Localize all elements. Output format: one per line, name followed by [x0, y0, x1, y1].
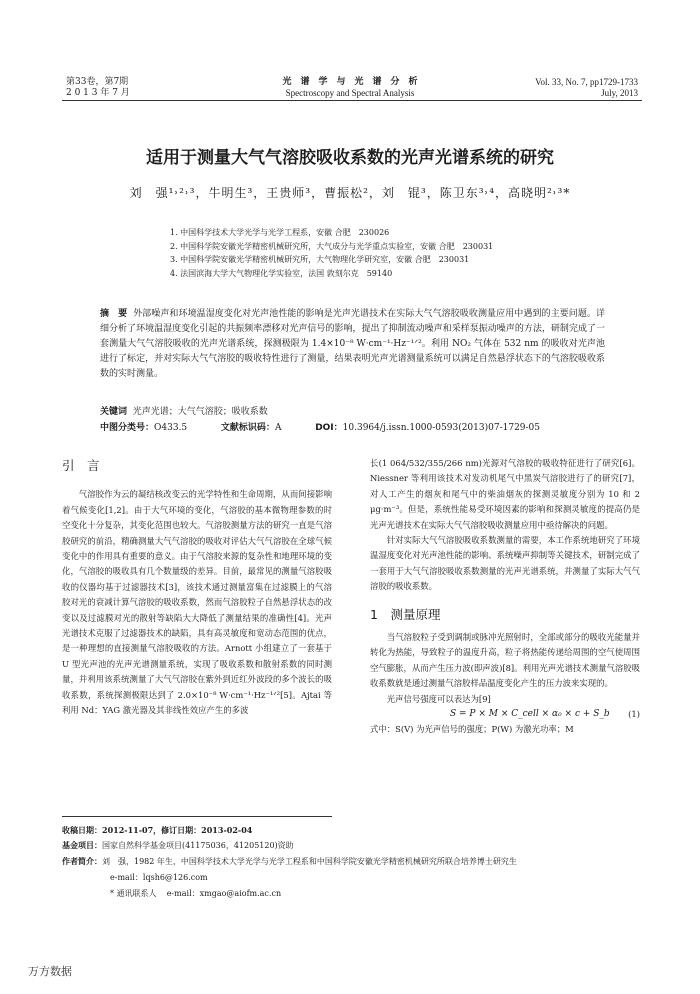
footnote-rule [62, 816, 332, 817]
volume-issue-en: Vol. 33, No. 7, pp1729-1733 [535, 77, 638, 87]
author-bio-line [62, 854, 642, 870]
header-rule [62, 100, 642, 101]
keywords-label: 关键词 [100, 407, 128, 417]
affiliation-item: 1. 中国科学技术大学光学与光学工程系，安徽 合肥 230026 [170, 228, 390, 237]
abstract [100, 307, 605, 382]
section-1-paragraph-1: 当气溶胶粒子受到调制或脉冲光照射时，全部或部分的吸收光能量并转化为热能，导致粒子的温度升高，粒子将热能传递给周围的空气使周围空气膨胀，从而产生压力波(即声波)[8]。利用光声光谱技术测量气溶胶吸收系数就是通过测量气溶胶样品温度变化产生的压力波来实现的。 [370, 632, 640, 689]
journal-name-en: Spectroscopy and Spectral Analysis [285, 88, 415, 98]
section-1-paragraph-2: 光声信号强度可以表达为[9] [386, 693, 491, 704]
author-list: 刘 强¹˒²˒³，牛明生³，王贵师³，曹振松²，刘 锟³，陈卫东³˒⁴，高晓明²˒³* [129, 186, 571, 200]
abstract-text: 外部噪声和环境温湿度变化对光声池性能的影响是光声光谱技术在实际大气气溶胶吸收测量应用中遇到的主要问题。详细分析了环境温湿度变化引起的共振频率漂移对光声信号的影响，提出了抑制流动噪声和采样泵振动噪声的方法，研制完成了一套测量大气气溶胶吸收的光声光谱系统，探测极限为 1.4×10⁻⁸ W·cm⁻¹·Hz⁻¹ᐟ²。利用 NO₂ 气体在 532 nm 的吸收对光声池进行了标定，并对实际大气气溶胶的吸收特性进行了测量，结果表明光声光谱测量系统可以满足自然悬浮状态下的气溶胶吸收系数的实时测量。 [100, 309, 605, 379]
corresponding-label: * 通讯联系人 [110, 889, 157, 898]
author-email: e-mail：lqsh6@126.com [110, 873, 208, 882]
affiliation-item: 4. 法国滨海大学大气物理化学实验室，法国 敦刻尔克 59140 [170, 268, 393, 278]
corresponding-author-line [62, 886, 642, 902]
running-header-right [535, 77, 638, 99]
intro-paragraph-1: 气溶胶作为云的凝结核改变云的光学特性和生命周期，从而间接影响着气候变化[1,2]。由于大气环境的变化，气溶胶的基本微物理参数的时空变化十分复杂，其变化范围也较大。气溶胶测量方法的研究一直是气溶胶研究的前沿，精确测量大气气溶胶的吸收对评估大气气溶胶在全球气候变化中的作用具有重要的意义。由于气溶胶来源的复杂性和地理环境的变化，气溶胶的吸收具有几个数量级的差异。目前，最常见的测量气溶胶吸收的仪器均基于过滤器技术[3]，该技术通过测量富集在过滤膜上的气溶胶对光的衰减计算气溶胶的吸收系数，然而气溶胶粒子自然悬浮状态的改变以及过滤膜对光的散射等缺陷大大降低了测量结果的准确性[4]。光声光谱技术克服了过滤器技术的缺陷，具有高灵敏度和宽动态范围的优点，是一种理想的直接测量气溶胶吸收的方法。Arnott 小组建立了一套基于 U 型光声池的光声光谱测量系统，实现了吸收系数和散射系数的同时测量，并利用该系统测量了大气气溶胶在紫外到近红外波段的多个波长的吸收系数，系统探测极限达到了 2.0×10⁻⁸ W·cm⁻¹·Hz⁻¹ᐟ²[5]。Ajtai 等利用 Nd：YAG 激光器及其非线性效应产生的多波 [62, 489, 332, 716]
classification-line [100, 421, 605, 436]
equation-body: S = P × M × C_cell × α₀ × c + S_b [450, 709, 610, 720]
clc-label: 中图分类号： [100, 423, 155, 433]
source-watermark: 万方数据 [28, 965, 72, 978]
clc-value: O433.5 [154, 423, 188, 433]
left-column [62, 456, 332, 719]
paper-title: 适用于测量大气气溶胶吸收系数的光声光谱系统的研究 [146, 148, 554, 168]
intro-paragraph-2: 长(1 064/532/355/266 nm)光源对气溶胶的吸收特征进行了研究[6]。Niessner 等利用该技术对发动机尾气中黑炭气溶胶进行了的研究[7]，对人工产生的烟灰和尾气中的柴油烟灰的探测灵敏度分别为 10 和 2 μg·m⁻³。但是，系统性能易受环境因素的影响和探测灵敏度的提高仍是光声光谱技术在实际大气气溶胶吸收测量应用中亟待解决的问题。 [370, 458, 640, 530]
affiliation-item: 3. 中国科学院安徽光学精密机械研究所，大气物理化学研究室，安徽 合肥 230031 [170, 255, 470, 264]
footnotes [62, 822, 642, 902]
affiliation-item: 2. 中国科学院安徽光学精密机械研究所，大气成分与光学重点实验室，安徽 合肥 230031 [170, 241, 494, 251]
keywords-line [100, 405, 605, 420]
section-1-paragraph-3: 式中：S(V) 为光声信号的强度；P(W) 为激光功率；M [370, 724, 574, 735]
intro-heading: 引 言 [62, 458, 100, 473]
doi-value: 10.3964/j.issn.1000-0593(2013)07-1729-05 [342, 423, 541, 433]
equation-number: (1) [628, 709, 640, 720]
bio-label: 作者简介： [62, 857, 102, 866]
section-1-heading: 1 测量原理 [370, 606, 441, 622]
received-dates: 收稿日期：2012-11-07，修订日期：2013-02-04 [62, 825, 253, 835]
doi-label: DOI： [315, 423, 343, 433]
date-en: July, 2013 [601, 88, 638, 98]
doc-code-label: 文献标识码： [220, 423, 275, 433]
funding-text: 国家自然科学基金项目(41175036，41205120)资助 [102, 841, 294, 850]
corresponding-email: e-mail：xmgao@aiofm.ac.cn [166, 889, 282, 898]
affiliation-list [170, 226, 493, 280]
funding-label: 基金项目： [62, 841, 102, 850]
abstract-label: 摘 要 [100, 309, 128, 319]
right-column [370, 456, 640, 738]
funding-line [62, 838, 642, 854]
date-cn: 2 0 1 3 年 7 月 [66, 88, 130, 98]
bio-text: 刘 强，1982 年生，中国科学技术大学光学与光学工程系和中国科学院安徽光学精密机械研究所联合培养博士研究生 [102, 857, 517, 866]
equation-1 [370, 707, 640, 722]
doc-code-value: A [274, 423, 282, 433]
intro-paragraph-3: 针对实际大气气溶胶吸收系数测量的需要，本工作系统地研究了环境温湿度变化对光声池性能的影响、系统噪声抑制等关键技术，研制完成了一套用于大气气溶胶吸收系数测量的光声光谱系统，并测量了实际大气气溶胶的吸收系数。 [370, 535, 640, 592]
keywords-text: 光声光谱；大气气溶胶；吸收系数 [132, 407, 268, 417]
volume-issue-cn: 第33卷，第7期 [66, 77, 129, 87]
journal-name-cn: 光 谱 学 与 光 谱 分 析 [282, 77, 418, 87]
